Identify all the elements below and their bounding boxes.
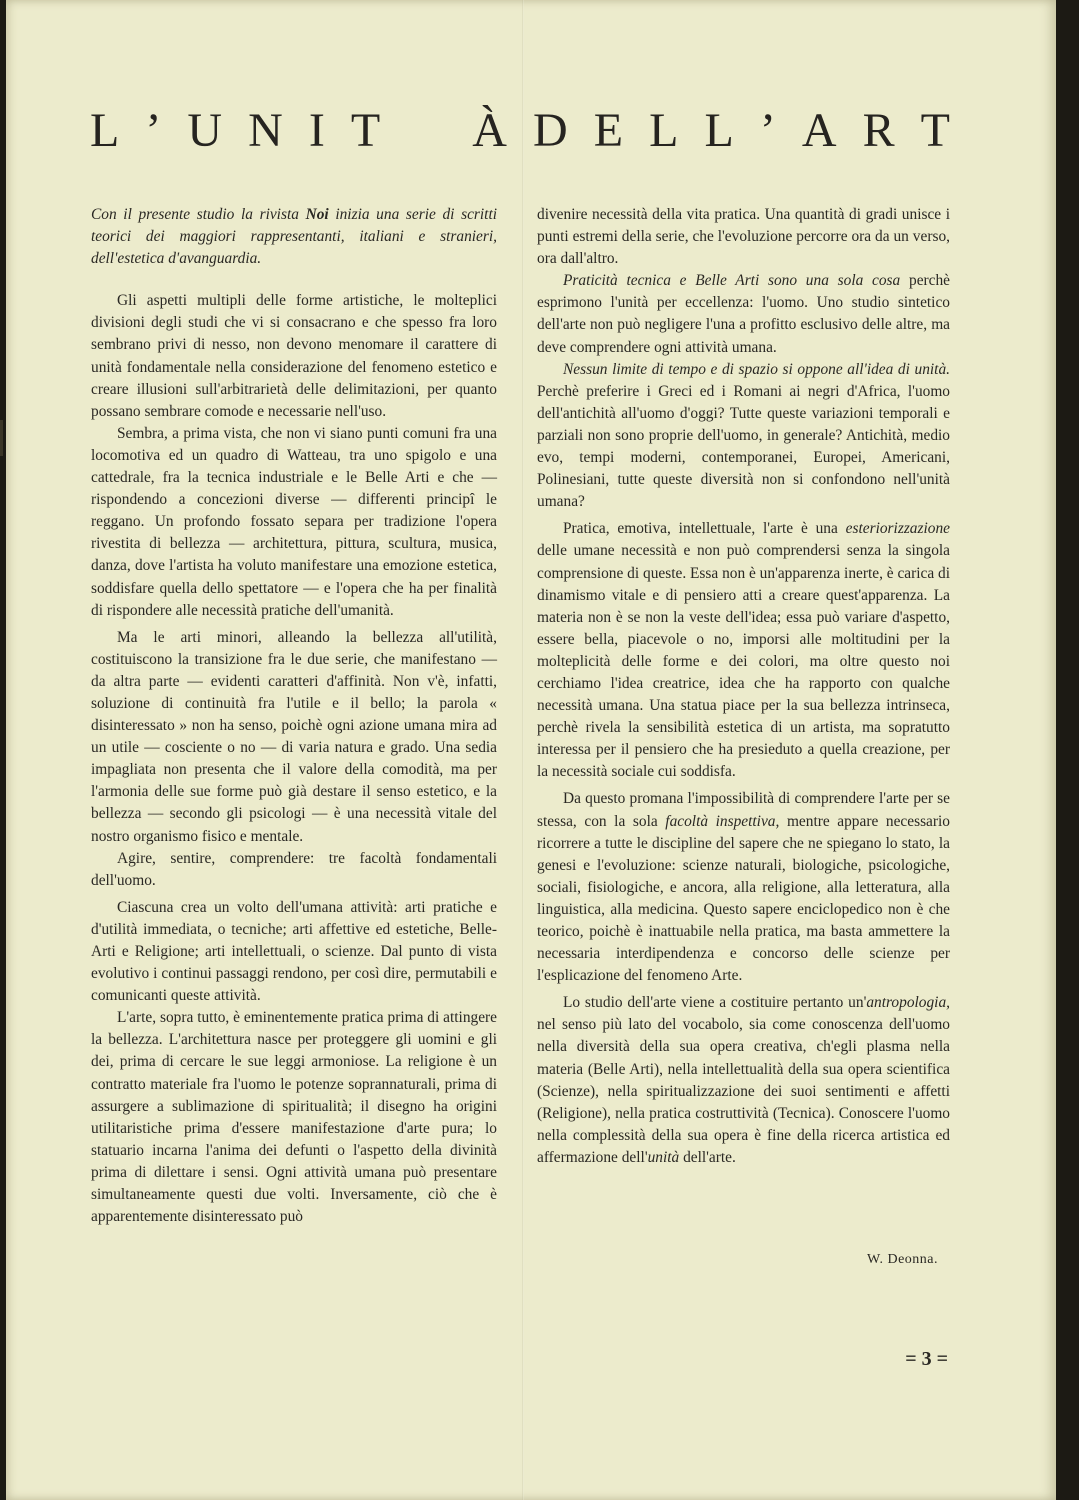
- article-title: [90, 103, 950, 159]
- intro-paragraph: Con il presente studio la rivista Noi inizia una serie di scritti teorici dei maggiori rappresentanti, italiani e stranieri, dell'estetica d'avanguardia.: [91, 206, 497, 268]
- title-letter: A: [801, 104, 837, 157]
- body-paragraph: Praticità tecnica e Belle Arti sono una sola cosa perchè esprimono l'unità per eccellenza: l'uomo. Uno studio sintetico dell'arte non può negligere l'una a profitto esclusivo delle altre, ma deve comprendere ogni attività umana.: [537, 272, 951, 356]
- page-fold: [522, 0, 524, 1500]
- title-letter: E: [593, 104, 624, 157]
- title-letter: R: [862, 104, 895, 157]
- title-letter: N: [248, 104, 283, 157]
- body-paragraph: Ciascuna crea un volto dell'umana attività: arti pratiche e d'utilità immediata, o tecniche; arti affettive ed estetiche, Belle-Arti e Religione; arti intellettuali, o scienze. Dal punto di vista evolutivo i continui passaggi rendono, per così dire, permutabili e comunicanti queste attività.: [91, 898, 497, 1005]
- title-letter: L: [649, 104, 679, 157]
- title-letter: D: [533, 104, 568, 157]
- title-letter: U: [187, 104, 223, 157]
- body-paragraph: divenire necessità della vita pratica. Una quantità di gradi unisce i punti estremi della serie, che l'evoluzione percorre ora da un verso, ora dall'altro.: [537, 206, 950, 268]
- body-paragraph: Ma le arti minori, alleando la bellezza all'utilità, costituiscono la transizione fra le due serie, che manifestano — da altra parte — evidenti caratteri d'affinità. Non v'è, infatti, soluzione di continuità fra l'utile e il bello; la parola « disinteressato » non ha senso, poichè ogni azione umana mira ad un utile — cosciente o no — di varia natura e grado. Una sedia impagliata non presenta che il valore della comodità, ma per l'armonia delle sue forme può già destare il senso estetico, e la bellezza — secondo gli psicologi — è una necessità vitale del nostro organismo fisico e mentale.: [91, 628, 497, 845]
- title-letter: ’: [759, 104, 776, 157]
- body-paragraph: L'arte, sopra tutto, è eminentemente pratica prima di attingere la bellezza. L'architettura nasce per proteggere gli uomini e gli dei, prima di cercare le sue leggi armoniose. La religione è un contratto materiale fra l'uomo le potenze soprannaturali, prima di assurgere a sublimazione di spiritualità; il disegno ha origini utilitaristiche prima d'essere manifestazione d'arte pura; lo statuario incarna l'anima dei defunti o l'aspetto della divinità prima di dilettare i sensi. Ogni attività umana può presentare simultaneamente questi due volti. Inversamente, ciò che è apparentemente disinteressato può: [91, 1009, 497, 1226]
- title-letter: T: [920, 104, 950, 157]
- title-letter: À: [472, 104, 507, 157]
- title-letter: I: [308, 104, 325, 157]
- title-letter: L: [704, 104, 734, 157]
- body-paragraph: Lo studio dell'arte viene a costituire pertanto un'antropologia, nel senso più lato del vocabolo, sia come conoscenza dell'uomo nella diversità della sua opera creativa, ch'egli plasma nella materia (Belle Arti), nella intellettualità della sua opera scientifica (Scienze), nella spiritualizzazione dei suoi sentimenti e affetti (Religione), nella pratica costruttività (Tecnica). Conoscere l'uomo nella complessità della sua opera è fine della ricerca artistica ed affermazione dell'unità dell'arte.: [537, 994, 950, 1166]
- body-paragraph: Pratica, emotiva, intellettuale, l'arte è una esteriorizzazione delle umane necessità e non può comprendersi senza la singola comprensione di queste. Essa non è un'apparenza inerte, è carica di dinamismo vitale e di pensiero atti a creare quest'apparenza. La materia non è se non la veste dell'idea; essa può variare d'aspetto, essere bella, piacevole o no, imporsi alle moltitudini per la molteplicità delle forme e dei colori, ma oltre questo noi cerchiamo l'idea creatrice, idea che ha rapporto con qualche necessità umana. Una statua piace per la sua bellezza intrinseca, perchè rivela la sensibilità estetica di un artista, ma sopratutto interessa per il pensiero che ha presieduto a quella creazione, per la necessità sociale cui soddisfa.: [537, 520, 951, 781]
- page-number: = 3 =: [905, 1348, 948, 1370]
- body-paragraph: Nessun limite di tempo e di spazio si oppone all'idea di unità. Perchè preferire i Greci ed i Romani ai negri d'Africa, l'uomo dell'antichità all'uomo d'oggi? Tutte queste variazioni temporali e parziali non sono proprie dell'uomo, in generale? Antichità, medio evo, tempi moderni, contemporanei, Europei, Americani, Polinesiani, tutte queste diversità non si confondono nell'unità umana?: [537, 360, 950, 511]
- binding-mark: [0, 420, 3, 456]
- title-letter: ’: [145, 104, 162, 157]
- title-letter: T: [350, 104, 381, 157]
- body-paragraph: Da questo promana l'impossibilità di comprendere l'arte per se stessa, con la sola facoltà inspettiva, mentre appare necessario ricorrere a tutte le discipline del sapere che ne spiegano lo stato, la genesi e l'evoluzione: scienze naturali, biologiche, psicologiche, sociali, fisiologiche, e ancora, alla religione, alla letteratura, alla linguistica, alla medicina. Questo sapere enciclopedico non è che teorico, poichè è inattuabile nella pratica, ma basta ammettere la necessaria interdipendenza e concorso delle scienze per l'esplicazione del fenomeno Arte.: [537, 790, 950, 985]
- body-paragraph: Agire, sentire, comprendere: tre facoltà fondamentali dell'uomo.: [91, 849, 497, 889]
- body-paragraph: Gli aspetti multipli delle forme artistiche, le molteplici divisioni degli studi che vi si consacrano e che spesso fra loro sembrano privi di nesso, non devono menomare il carattere di unità fondamentale nella considerazione del fenomeno estetico e creare illusioni sull'arbitrarietà delle delimitazioni, per quanto possano sembrare comode e necessarie nell'uso.: [91, 292, 497, 420]
- right-column: [537, 204, 950, 1169]
- author-signature: W. Deonna.: [867, 1252, 938, 1267]
- page-sheet: [6, 0, 1056, 1500]
- left-column: [91, 204, 497, 1228]
- title-letter: L: [90, 104, 120, 157]
- body-paragraph: Sembra, a prima vista, che non vi siano punti comuni fra una locomotiva ed un quadro di Watteau, tra uno spigolo e una cattedrale, fra la tecnica industriale e le Belle Arti e che — rispondendo a concezioni diverse — differenti principî le reggano. Un profondo fossato separa per tradizione l'opera rivestita di bellezza — architettura, pittura, scultura, musica, danza, dove l'artista ha voluto manifestare una emozione estetica, soddisfare quella dello spettatore — e l'opera che ha per finalità di rispondere alle necessità pratiche dell'umanità.: [91, 424, 497, 619]
